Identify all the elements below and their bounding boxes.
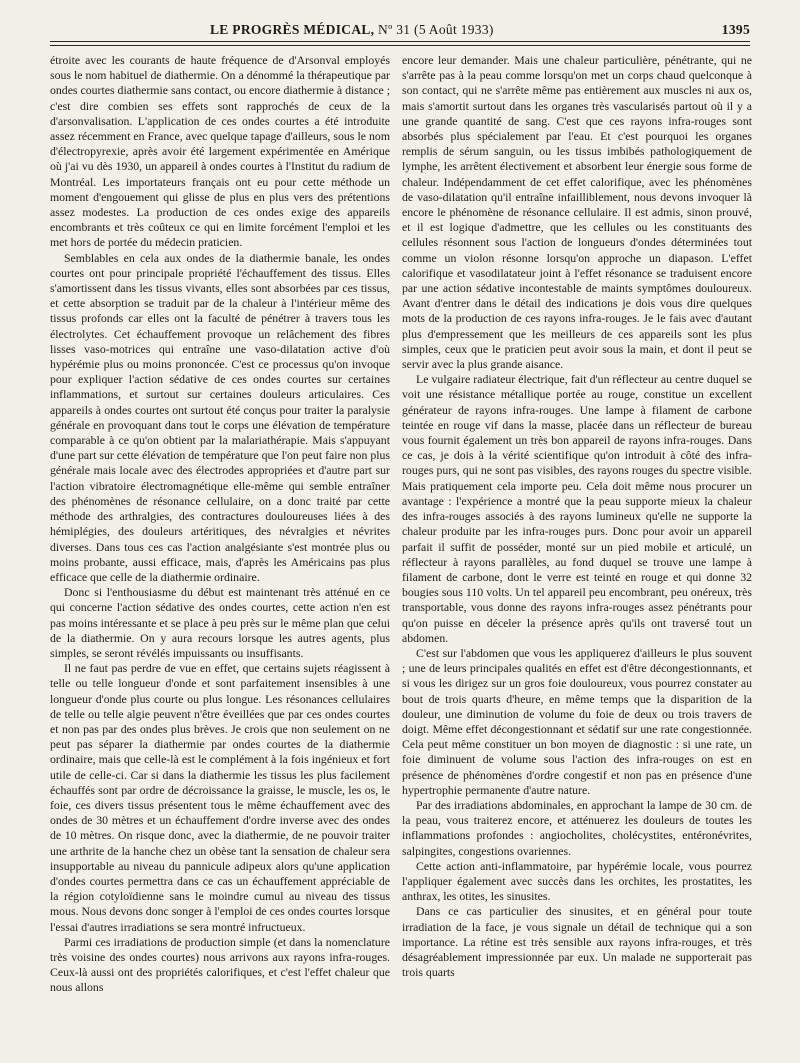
journal-title: LE PROGRÈS MÉDICAL, Nº 31 (5 Août 1933) bbox=[210, 22, 494, 37]
right-column bbox=[402, 53, 752, 1053]
paragraph: étroite avec les courants de haute fréquence de d'Arsonval employés sous le nom habituel de diathermie. On a dénommé la thérapeutique par ondes courtes diathermie sans contact, ou encore diathermie à distance ; c'est dire combien ses effets sont rapprochés de ceux de la d'arsonvalisation. L'application de ces ondes courtes a été introduite assez récemment en France, avec quelque tapage d'ailleurs, sous le nom d'électropyrexie, après avoir été largement expérimentée en Amérique où j'ai vu dès 1930, un appareil à ondes courtes à l'Institut du radium de Montréal. Les importateurs français ont eu pour cette méthode un moment d'engouement qui glisse de plus en plus vers des prétentions assez modestes. La production de ces ondes exige des appareils encombrants et très coûteux ce qui en limite forcément l'emploi et les met hors de portée du médecin praticien. bbox=[50, 53, 390, 250]
paragraph: Parmi ces irradiations de production simple (et dans la nomenclature très voisine des ondes courtes) nous arrivons aux rayons infra-rouges. Ceux-là aussi ont des propriétés calorifiques, et c'est l'effet chaleur que nous allons bbox=[50, 934, 390, 995]
paragraph: Le vulgaire radiateur électrique, fait d'un réflecteur au centre duquel se voit une résistance métallique portée au rouge, constitue un excellent générateur de rayons infra-rouges. Une lampe à filament de carbone teintée en rouge vif dans la masse, placée dans un réflecteur de bureau vous fournit également un très bon appareil de rayons infra-rouges. Dans ce cas, je dois à la vérité scientifique qu'on introduit à côté des infra-rouges purs, qui ne sont pas visibles, des rayons rouges du spectre visible. Mais pratiquement cela importe peu. Cela doit même nous procurer un avantage : l'expérience a montré que la peau supporte mieux la chaleur des infra-rouges associés à des rayons lumineux qu'elle ne supporte la chaleur produite par les infra-rouges purs. Donc pour avoir un appareil parfait il suffit de posséder, monté sur un pied mobile et articulé, un réflecteur à rayons parallèles, au fond duquel se trouve une lampe à filament de carbone, dont le verre est teinté en rouge et qui donne 32 bougies sous 110 volts. Un tel appareil peu encombrant, peu onéreux, très transportable, vous donne des rayons infra-rouges assez pénétrants pour qu'on puisse en déceler la présence après qu'ils ont traversé tout un abdomen. bbox=[402, 372, 752, 645]
page-number: 1395 bbox=[721, 22, 750, 37]
paragraph: C'est sur l'abdomen que vous les appliquerez d'ailleurs le plus souvent ; une de leurs principales qualités en effet est d'être décongestionnants, et si vous les dirigez sur un gros foie douloureux, vous pourrez constater au bout de trois quarts d'heure, en même temps que la disparition de la douleur, une diminution de volume du foie de deux ou trois travers de doigt. Même effet décongestionnant et sédatif sur une rate congestionnée. Cela peut même constituer un bon moyen de diagnostic : si une rate, un foie diminuent de volume sous l'action des infra-rouges on est en présence de phénomènes d'ordre congestif et non pas en présence d'une hypertrophie permanente d'autre nature. bbox=[402, 645, 752, 797]
paragraph: encore leur demander. Mais une chaleur particulière, pénétrante, qui ne s'arrête pas à la peau comme lorsqu'on met un corps chaud quelconque à son contact, qui ne s'arrête même pas entièrement aux muscles ni aux os, mais s'amortit surtout dans les organes très vascularisés partout où il y a une grande quantité de sang. C'est que ces rayons infra-rouges sont absorbés plus spécialement par l'eau. Et c'est pourquoi les organes remplis de sérum sanguin, ou les tissus imbibés pathologiquement de lymphe, les arrêtent électivement et absorbent leur énergie sous forme de chaleur. Indépendamment de cet effet calorifique, avec les phénomènes de vaso-dilatation qu'il entraîne infailliblement, nous devons invoquer là encore le phénomène de résonance cellulaire. Il est admis, sinon prouvé, et il est logique d'admettre, que les cellules ou les constituants des cellules résonnent sous l'action de longueurs d'ondes déterminées tout comme un violon résonne lorsqu'on approche un diapason. L'effet calorifique et vasodilatateur joint à l'effet résonance se traduisent encore par une action sédative incontestable de maints symptômes douloureux. Avant d'entrer dans le détail des indications je dois vous dire quelques mots de la production de ces rayons infra-rouges. Je le fais avec d'autant plus d'empressement que les meilleurs de ces appareils sont les plus simples, ceux que le praticien peut avoir sous la main, et dont il peut se servir avec la plus grande aisance. bbox=[402, 53, 752, 372]
paragraph: Semblables en cela aux ondes de la diathermie banale, les ondes courtes ont pour principale propriété l'échauffement des tissus. Elles s'amortissent dans les tissus vivants, elles sont absorbées par ces tissus, et cette absorption se traduit par de la chaleur à l'intérieur même des tissus profonds car elles ont la faculté de pénétrer à travers tous les électrolytes. Cet échauffement provoque un relâchement des fibres lisses vaso-motrices qui entraîne une vaso-dilatation active d'où hypérémie plus ou moins prononcée. C'est ce processus qu'on invoque pour expliquer l'action sédative de ces ondes courtes sur certaines inflammations, et surtout sur certaines douleurs articulaires. Ces appareils à ondes courtes ont surtout été conçus pour traiter la paralysie générale en provoquant dans tout le corps une élévation de température comparable à ce qu'on obtient par la malariathérapie. Mais s'appuyant d'une part sur cette élévation de température que l'on peut faire non plus générale mais locale avec des électrodes appropriées et d'autre part sur l'action vibratoire électromagnétique elle-même qui semble entraîner des phénomènes de résonance cellulaire, on a donc traité par cette méthode des arthralgies, des contractures douloureuses liées à des hémiplégies, des douleurs artéritiques, des névralgies et névrites diverses. Dans tous ces cas l'action analgésiante s'est montrée plus ou moins probante, aussi efficace, mais, d'après les Américains pas plus efficace que celle de la diathermie ordinaire. bbox=[50, 250, 390, 584]
running-header bbox=[50, 22, 750, 40]
header-rule-thin bbox=[50, 45, 750, 46]
issue-info: Nº 31 (5 Août 1933) bbox=[378, 22, 494, 37]
paragraph: Cette action anti-inflammatoire, par hypérémie locale, vous pourrez l'appliquer également avec succès dans les orchites, les prostatites, les anthrax, les otites, les sinusites. bbox=[402, 858, 752, 904]
paragraph: Il ne faut pas perdre de vue en effet, que certains sujets réagissent à telle ou telle longueur d'onde et sont parfaitement insensibles à une longueur d'onde plus courte ou plus longue. Les résonances cellulaires de telle ou telle algie peuvent n'être éveillées que par ces ondes courtes et non pas par des ondes plus brèves. Je crois que non seulement on ne peut pas séparer la diathermie par ondes courtes de la diathermie ordinaire, mais que celle-là est le complément à la fois ingénieux et fort utile de celle-ci. Car si dans la diathermie les tissus les plus facilement échauffés sont par ordre de décroissance la graisse, le muscle, les os, le foie, ces divers tissus présentent tous le même échauffement avec des ondes de 30 mètres et un échauffement d'ordre inverse avec des ondes de 10 mètres. On risque donc, avec la diathermie, de ne pouvoir traiter une arthrite de la hanche chez un obèse tant la sensation de chaleur sera insupportable au niveau du pannicule adipeux alors qu'une application d'ondes courtes permettra dans ce cas un échauffement appréciable de la région cotyloïdienne sans le moindre cumul au niveau des tissus mous. Nous devons donc songer à l'emploi de ces ondes courtes lorsque l'essai d'autres irradiations se sera montré infructueux. bbox=[50, 661, 390, 934]
paragraph: Par des irradiations abdominales, en approchant la lampe de 30 cm. de la peau, vous traiterez encore, et atténuerez les douleurs de toutes les inflammations profondes : angiocholites, cholécystites, entéronévrites, salpingites, congestions ovariennes. bbox=[402, 797, 752, 858]
header-rule bbox=[50, 41, 750, 42]
paragraph: Donc si l'enthousiasme du début est maintenant très atténué en ce qui concerne l'action sédative des ondes courtes, cette action n'en est pas moins intéressante et se place à peu près sur le même plan que celui de la diathermie. On y aura recours lorsque les autres agents, plus simples, se seront révélés impuissants ou insuffisants. bbox=[50, 585, 390, 660]
left-column bbox=[50, 53, 390, 1053]
paragraph: Dans ce cas particulier des sinusites, et en général pour toute irradiation de la face, je vous signale un détail de technique qui a son importance. La rétine est très sensible aux rayons infra-rouges, et très désagréablement impressionnée par eux. Un malade ne supporterait pas trois quarts bbox=[402, 904, 752, 980]
